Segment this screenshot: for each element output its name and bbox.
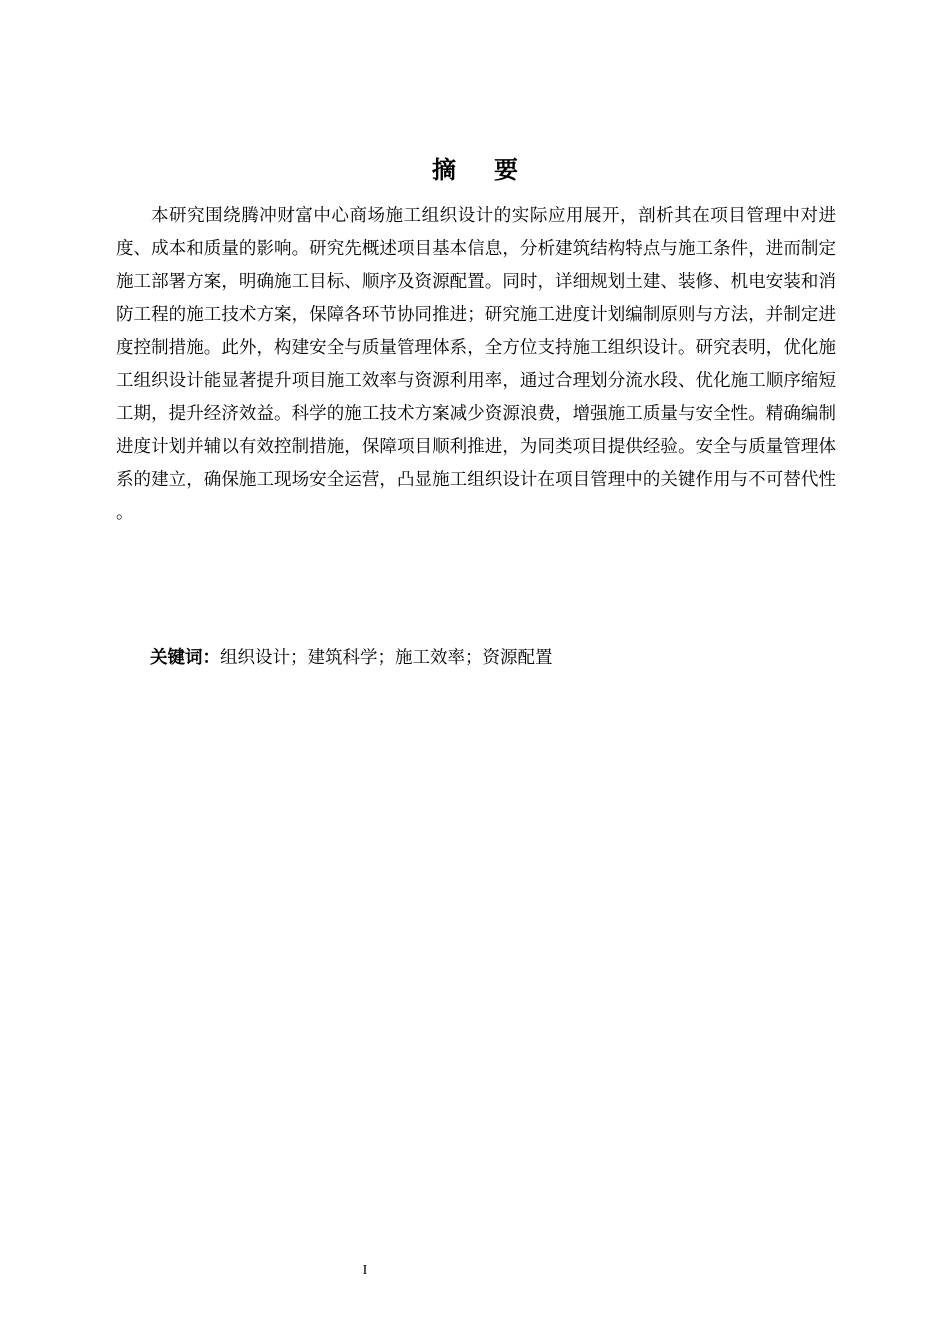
abstract-title: 摘要 xyxy=(432,156,556,185)
abstract-body: 本研究围绕腾冲财富中心商场施工组织设计的实际应用展开，剖析其在项目管理中对进度、成本和质量的影响。研究先概述项目基本信息，分析建筑结构特点与施工条件，进而制定施工部署方案，明确施工目标、顺序及资源配置。同时，详细规划土建、装修、机电安装和消防工程的施工技术方案，保障各环节协同推进；研究施工进度计划编制原则与方法，并制定进度控制措施。此外，构建安全与质量管理体系，全方位支持施工组织设计。研究表明，优化施工组织设计能显著提升项目施工效率与资源利用率，通过合理划分流水段、优化施工顺序缩短工期，提升经济效益。科学的施工技术方案减少资源浪费，增强施工质量与安全性。精确编制进度计划并辅以有效控制措施，保障项目顺利推进，为同类项目提供经验。安全与质量管理体系的建立，确保施工现场安全运营，凸显施工组织设计在项目管理中的关键作用与不可替代性 。 xyxy=(116,206,836,523)
keywords-label: 关键词： xyxy=(150,648,220,668)
keywords-line xyxy=(150,644,840,672)
keywords-text: 组织设计；建筑科学；施工效率；资源配置 xyxy=(220,648,553,668)
page-number: I xyxy=(362,1263,368,1278)
